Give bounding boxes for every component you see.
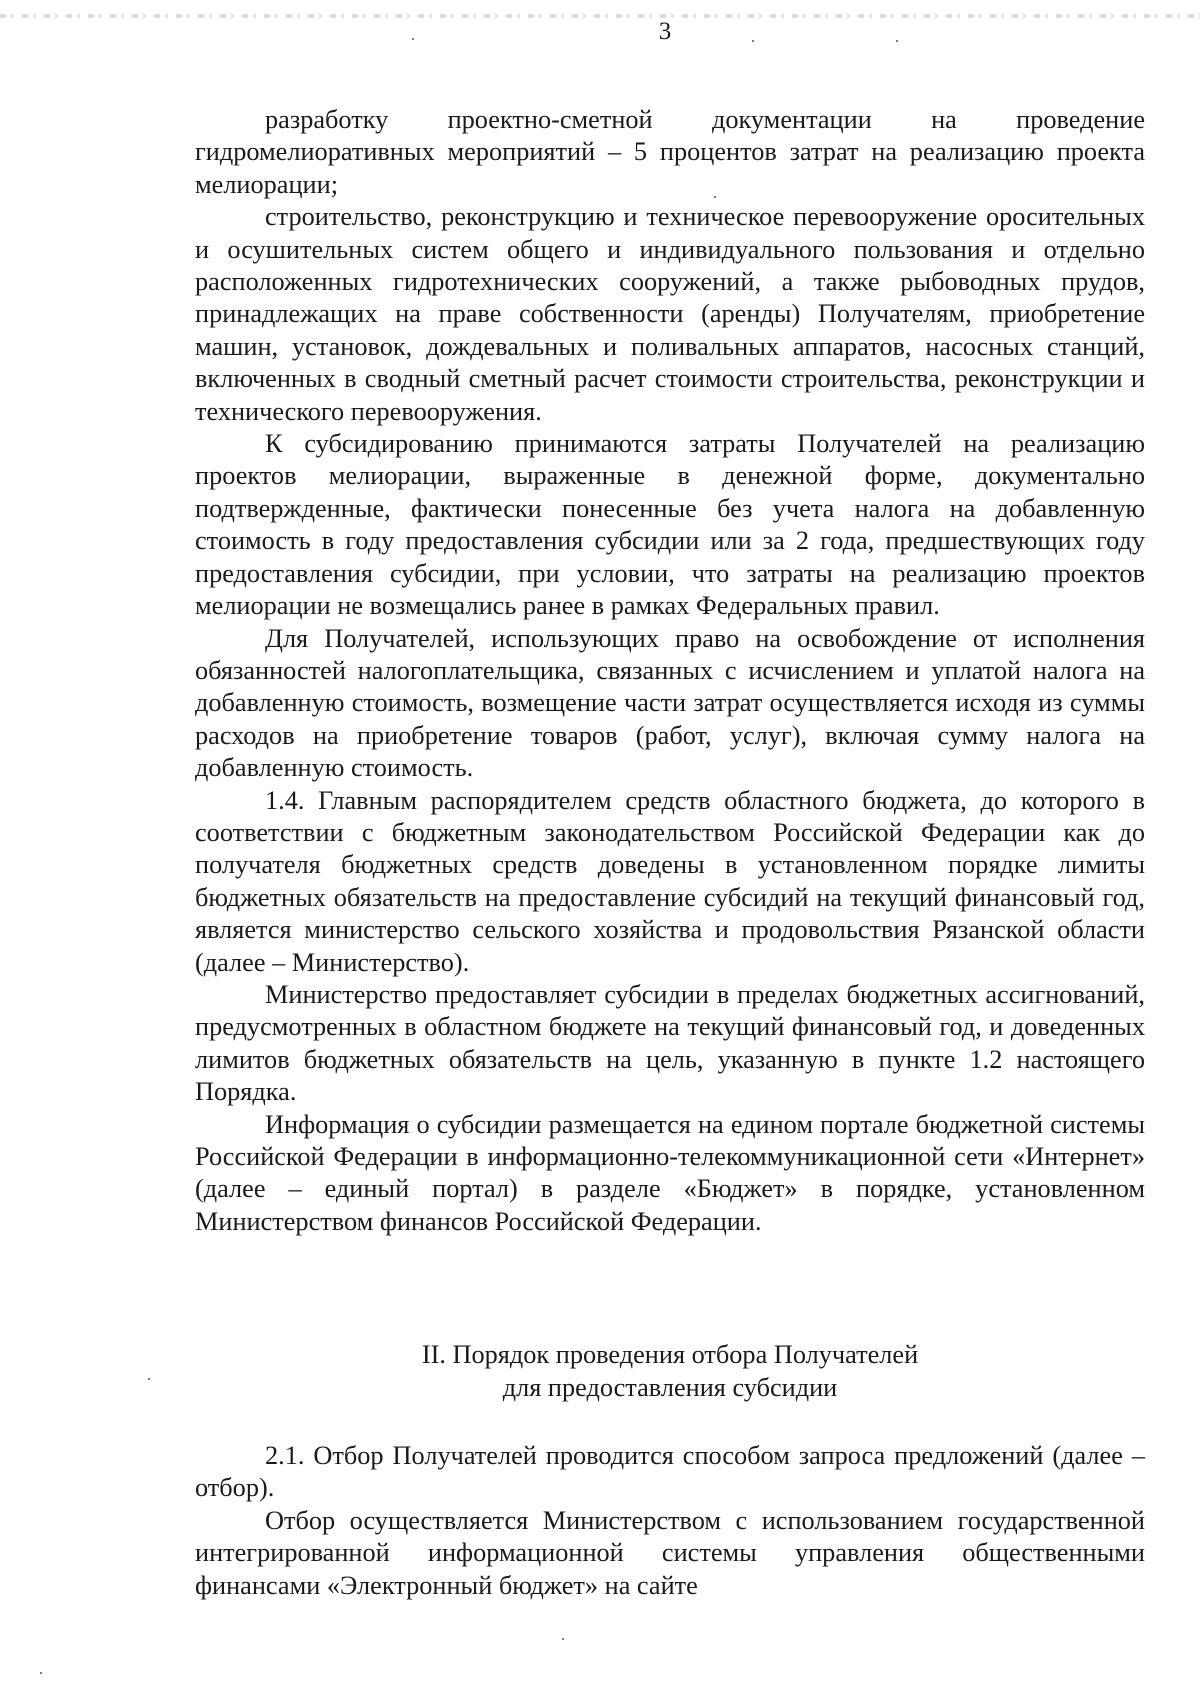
scan-speck [752, 40, 754, 42]
main-text-block [195, 104, 1145, 1238]
scan-speck [896, 40, 898, 42]
section-heading [195, 1338, 1145, 1404]
paragraph: Информация о субсидии размещается на едином портале бюджетной системы Российской Федерации в информационно-телекоммуникационной сети «Интернет» (далее – единый портал) в разделе «Бюджет» в порядке, установленном Министерством финансов Российской Федерации. [195, 1109, 1145, 1236]
paragraph: строительство, реконструкцию и техническое перевооружение оросительных и осушительных систем общего и индивидуального пользования и отдельно расположенных гидротехнических сооружений, а также рыбоводных прудов, принадлежащих на праве собственности (аренды) Получателям, приобретение машин, установок, дождевальных и поливальных аппаратов, насосных станций, включенных в сводный сметный расчет стоимости строительства, реконструкции и технического перевооружения. [195, 202, 1145, 426]
paragraph: К субсидированию принимаются затраты Получателей на реализацию проектов мелиорации, выраженные в денежной форме, документально подтвержденные, фактически понесенные без учета налога на добавленную стоимость в году предоставления субсидии или за 2 года, предшествующих году предоставления субсидии, при условии, что затраты на реализацию проектов мелиорации не возмещались ранее в рамках Федеральных правил. [195, 429, 1145, 621]
paragraph: 1.4. Главным распорядителем средств областного бюджета, до которого в соответствии с бюджетным законодательством Российской Федерации как до получателя бюджетных средств доведены в установленном порядке лимиты бюджетных обязательств на предоставление субсидий на текущий финансовый год, является министерство сельского хозяйства и продовольствия Рязанской области (далее – Министерство). [195, 785, 1145, 977]
paragraph: Министерство предоставляет субсидии в пределах бюджетных ассигнований, предусмотренных в областном бюджете на текущий финансовый год, и доведенных лимитов бюджетных обязательств на цель, указанную в пункте 1.2 настоящего Порядка. [195, 979, 1145, 1107]
scan-speck [412, 38, 414, 40]
paragraph: Отбор осуществляется Министерством с использованием государственной интегрированной информационной системы управления общественными финансами «Электронный бюджет» на сайте [195, 1505, 1145, 1600]
scan-speck [148, 1378, 150, 1380]
section-heading-line: II. Порядок проведения отбора Получателей [421, 1340, 919, 1369]
section-text-block [195, 1440, 1145, 1602]
scan-speck [714, 196, 716, 198]
section-heading-line: для предоставления субсидии [502, 1373, 838, 1402]
paragraph: Для Получателей, использующих право на освобождение от исполнения обязанностей налогоплательщика, связанных с исчислением и уплатой налога на добавленную стоимость, возмещение части затрат осуществляется исходя из суммы расходов на приобретение товаров (работ, услуг), включая сумму налога на добавленную стоимость. [195, 623, 1145, 783]
page-number: 3 [658, 18, 672, 45]
paragraph: 2.1. Отбор Получателей проводится способом запроса предложений (далее – отбор). [195, 1441, 1145, 1503]
scan-speck [40, 1672, 42, 1674]
scan-speck [562, 1638, 564, 1640]
paragraph: разработку проектно-сметной документации на проведение гидромелиоративных мероприятий – 5 процентов затрат на реализацию проекта мелиорации; [195, 105, 1145, 199]
